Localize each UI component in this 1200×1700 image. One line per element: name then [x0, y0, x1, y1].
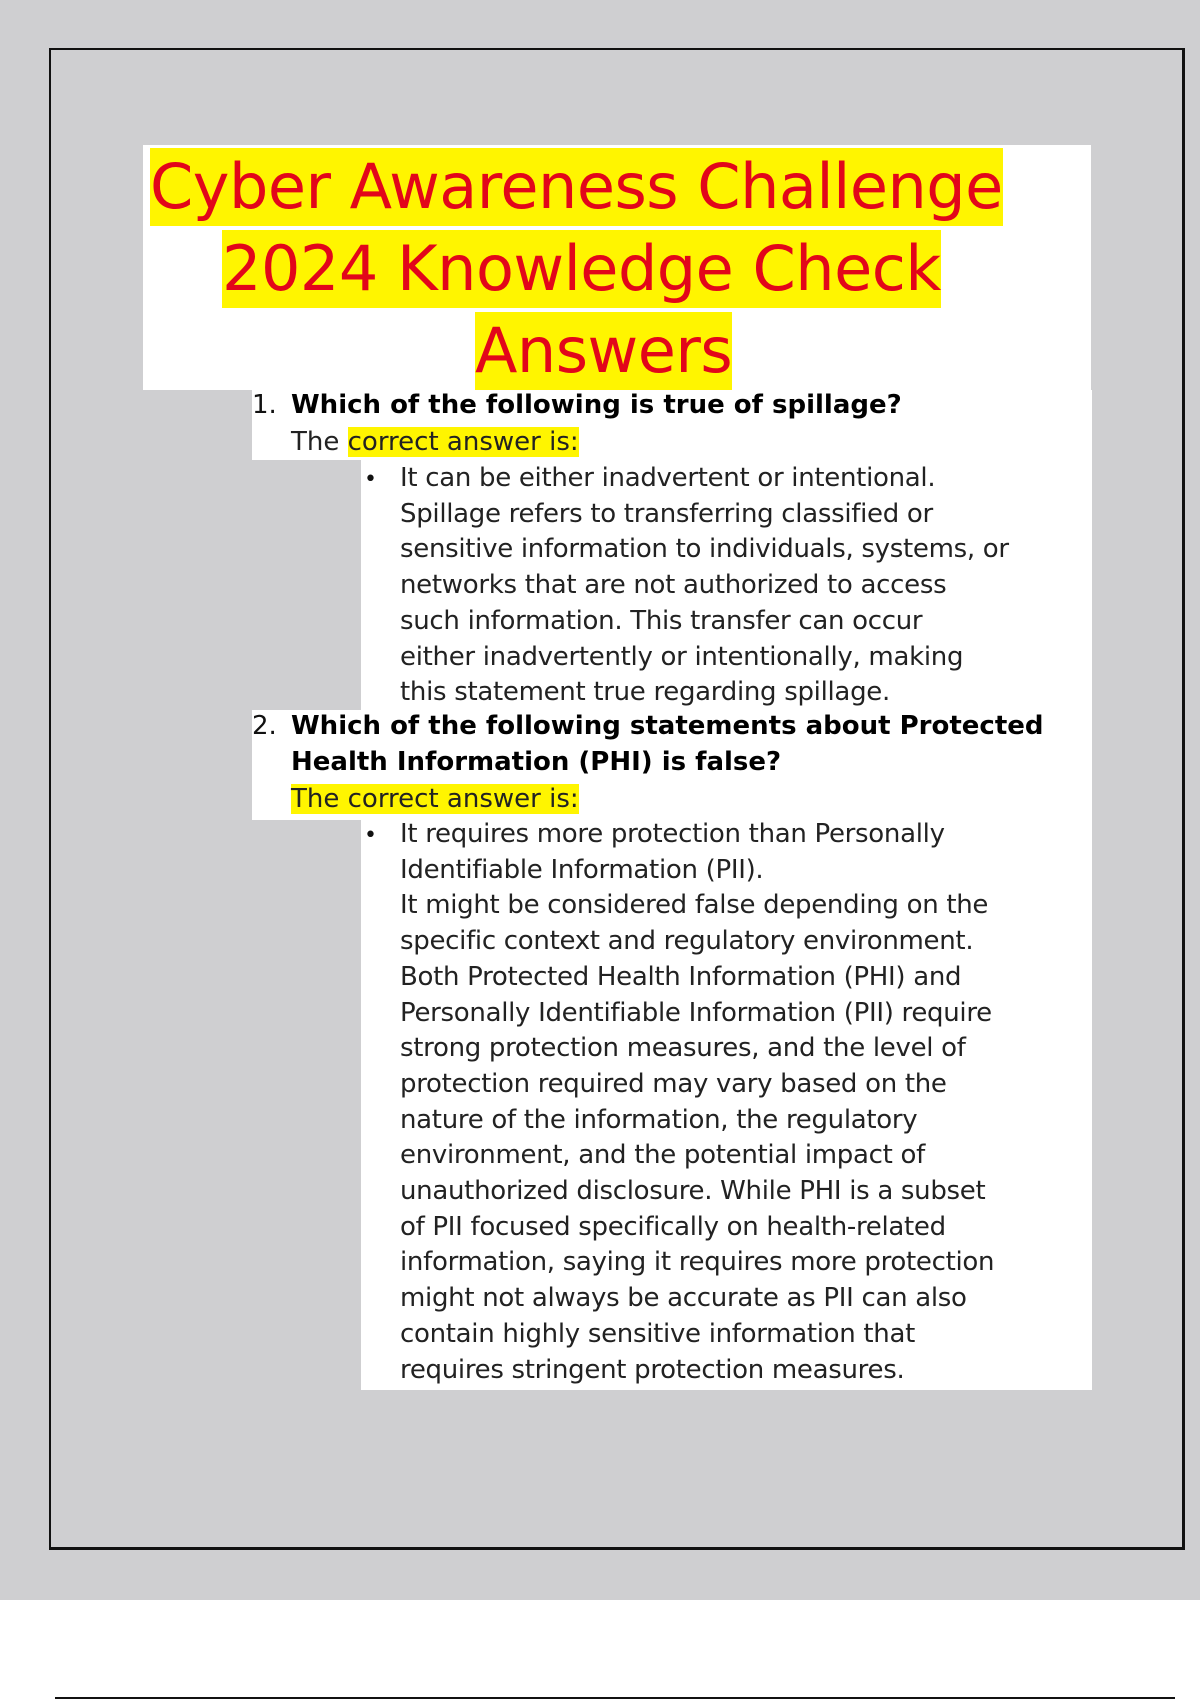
lead-highlight: The correct answer is: [291, 784, 579, 814]
question-1-lead [291, 427, 579, 457]
document-title-line-1: Cyber Awareness Challenge [150, 148, 1003, 226]
question-1-text: Which of the following is true of spillage? [291, 390, 902, 420]
question-1-number: 1. [252, 390, 277, 420]
question-2-number: 2. [252, 711, 277, 741]
question-2-text-line-2: Health Information (PHI) is false? [291, 747, 782, 777]
question-2-lead [291, 784, 579, 814]
page-separator [55, 1697, 1175, 1699]
bullet-icon: • [364, 467, 377, 492]
question-2-text-line-1: Which of the following statements about Protected [291, 711, 1044, 741]
bullet-icon: • [364, 823, 377, 848]
question-1-answer: It can be either inadvertent or intentional. Spillage refers to transferring classified or sensitive information to individuals, systems, or networks that are not authorized to access such information. This transfer can occur either inadvertently or intentionally, making this statement true regarding spillage. [400, 463, 1009, 708]
document-title-line-2: 2024 Knowledge Check [222, 230, 941, 308]
question-2-answer: It requires more protection than Personally Identifiable Information (PII). It might be considered false depending on the specific context and regulatory environment. Both Protected Health Information (PHI) and Personally Identifiable Information (PII) require strong protection measures, and the level of protection required may vary based on the nature of the information, the regulatory environment, and the potential impact of unauthorized disclosure. While PHI is a subset of PII focused specifically on health-related information, saying it requires more protection might not always be accurate as PII can also contain highly sensitive information that requires stringent protection measures. [400, 819, 995, 1385]
lead-prefix: The [291, 427, 348, 457]
lead-highlight: correct answer is: [347, 427, 579, 457]
document-title-line-3: Answers [475, 312, 732, 390]
